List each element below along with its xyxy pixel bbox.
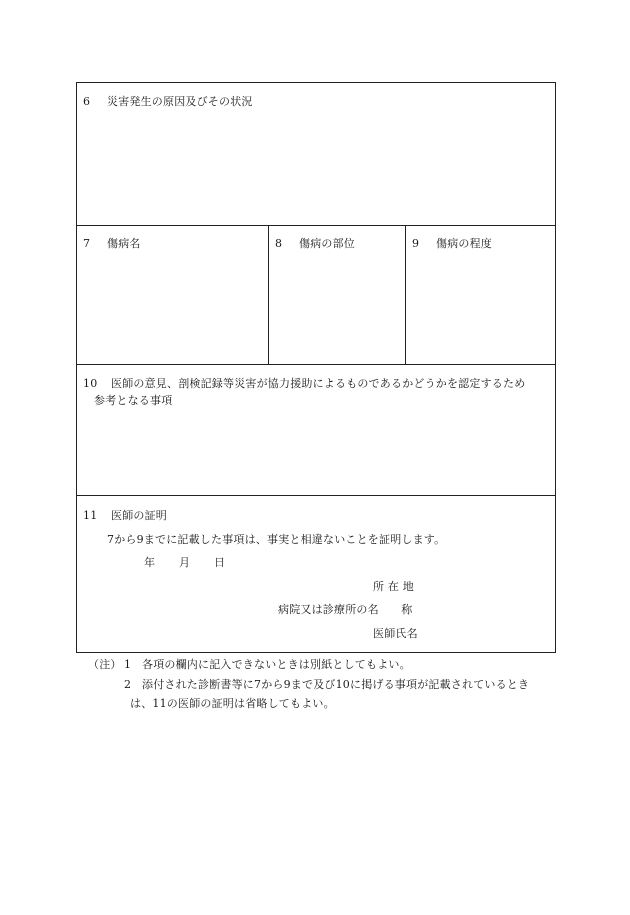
section-8-title: 傷病の部位 [299,237,355,250]
section-9-number: 9 [412,237,420,250]
section-10-label [83,376,525,392]
section-11-title: 医師の証明 [111,509,167,522]
notes-prefix: （注） [88,658,122,671]
section-8-label [275,236,355,252]
hospital-name-label: 病院又は診療所の名 称 [278,603,413,616]
section-8-number: 8 [275,237,283,250]
note-1-number: 1 [124,658,132,671]
certificate-form [76,82,556,653]
section-7-label [83,236,141,252]
note-1-text: 各項の欄内に記入できないときは別紙としてもよい。 [142,658,411,671]
divider-6-7 [77,225,555,226]
section-7-title: 傷病名 [107,237,141,250]
section-6-title: 災害発生の原因及びその状況 [107,95,253,108]
certification-statement: 7から9までに記載した事項は、事実と相違ないことを証明します。 [107,533,446,546]
section-11-number: 11 [83,509,98,522]
note-2-text-line1: 添付された診断書等に7から9まで及び10に掲げる事項が記載されているとき [142,678,530,691]
section-9-label [412,236,492,252]
section-10-number: 10 [83,377,98,390]
section-11-label [83,508,167,524]
section-10-title-line2: 参考となる事項 [94,394,173,407]
section-7-number: 7 [83,237,91,250]
date-year-label: 年 [144,556,156,569]
divider-7-8 [268,225,269,364]
section-9-title: 傷病の程度 [436,237,492,250]
note-2-number: 2 [124,678,132,691]
divider-8-9 [405,225,406,364]
date-day-label: 日 [214,556,226,569]
divider-9-10 [77,364,555,365]
section-6-number: 6 [83,95,91,108]
section-6-label [83,94,253,110]
note-2-text-line2: は、11の医師の証明は省略してもよい。 [130,697,335,710]
doctor-name-label: 医師氏名 [373,627,418,640]
section-10-title-line1: 医師の意見、剖検記録等災害が協力援助によるものであるかどうかを認定するため [111,377,526,390]
location-label: 所 在 地 [373,580,414,593]
date-month-label: 月 [179,556,191,569]
divider-10-11 [77,495,555,496]
